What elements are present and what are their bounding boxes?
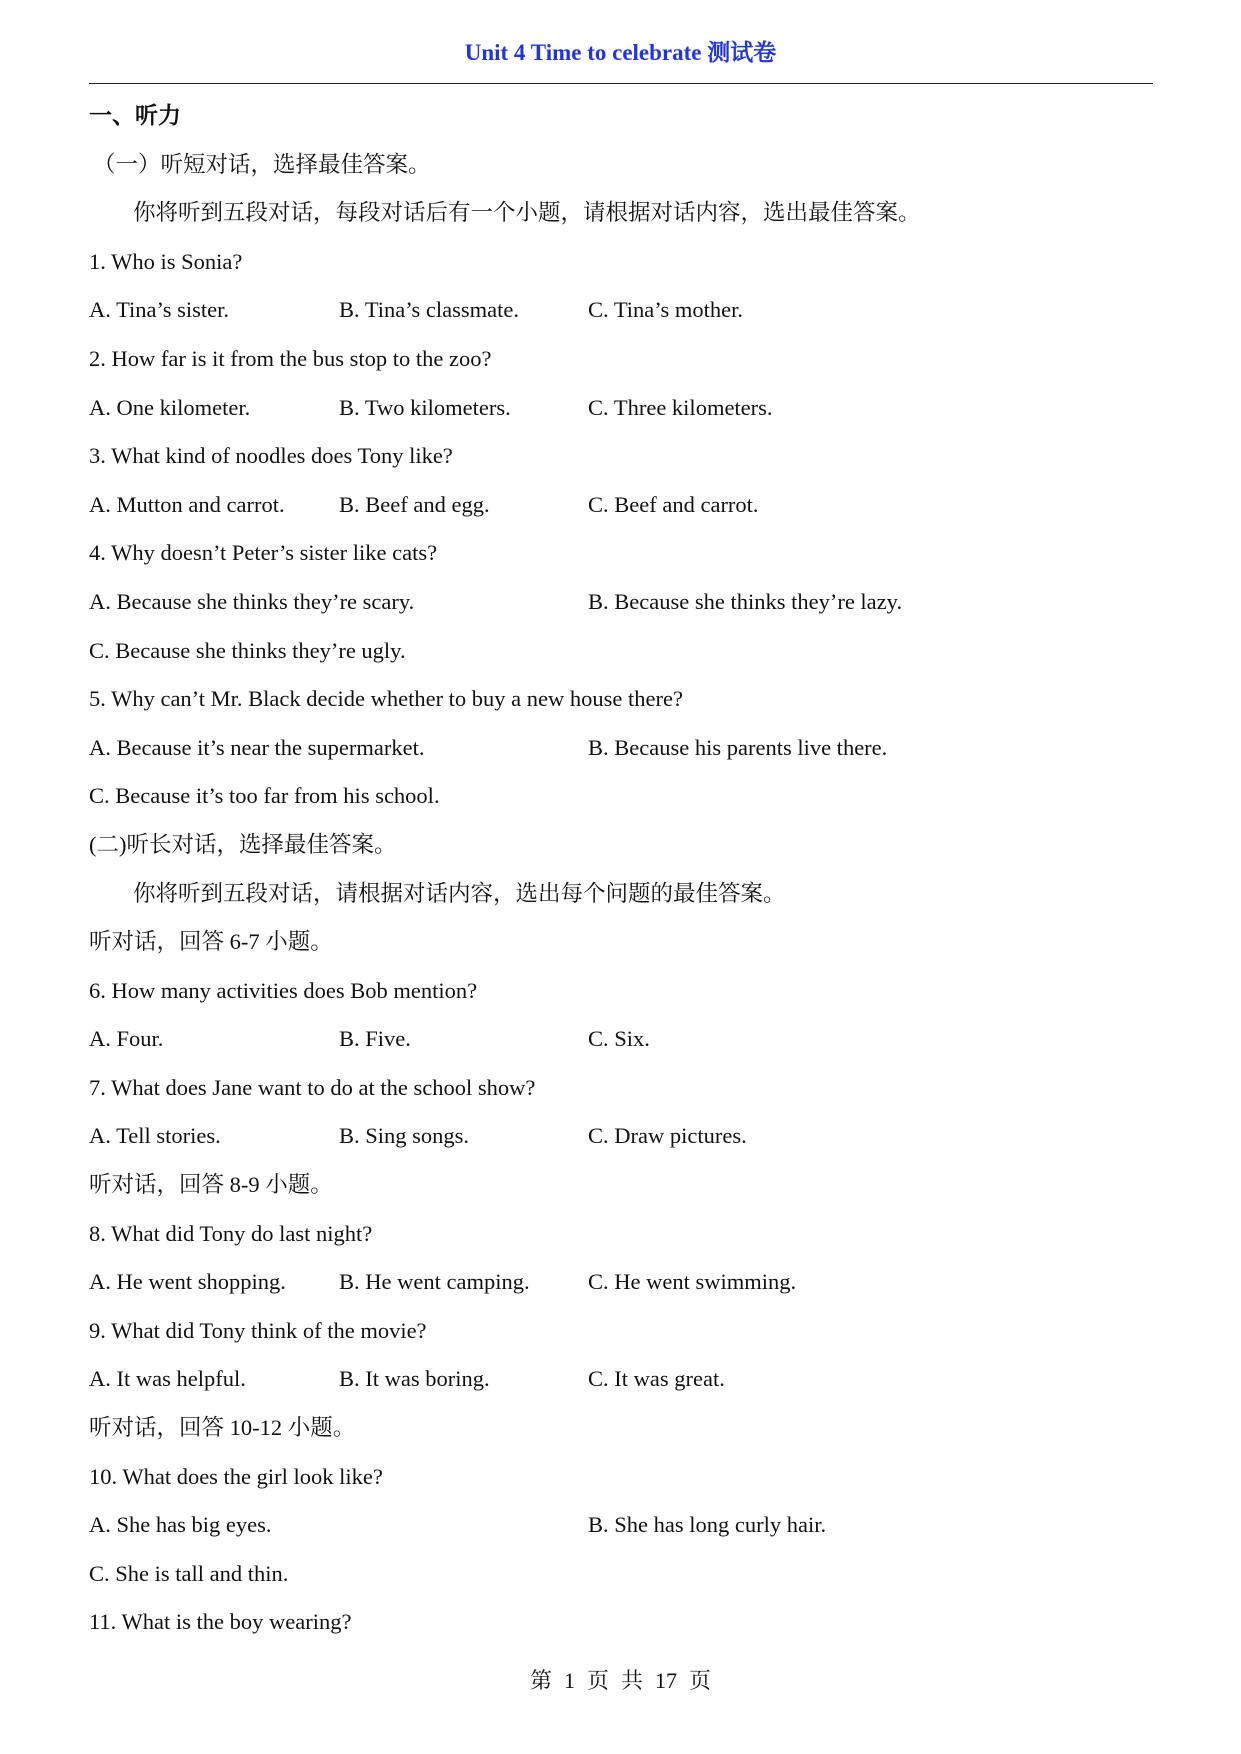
options-row bbox=[89, 724, 1153, 773]
option-c: C. He went swimming. bbox=[588, 1269, 797, 1295]
page-header-title: Unit 4 Time to celebrate 测试卷 bbox=[464, 40, 777, 65]
options-row bbox=[89, 1112, 1153, 1161]
option-c: C. Because she thinks they’re ugly. bbox=[89, 637, 406, 663]
group-instruction: 听对话，回答 6-7 小题。 bbox=[89, 929, 333, 955]
options-row bbox=[89, 1501, 1153, 1550]
options-row bbox=[89, 627, 1153, 676]
options-row bbox=[89, 1355, 1153, 1404]
question-text: 10. What does the girl look like? bbox=[89, 1463, 383, 1489]
question-text: 4. Why doesn’t Peter’s sister like cats? bbox=[89, 540, 438, 566]
options-row bbox=[89, 1258, 1153, 1307]
option-a: A. It was helpful. bbox=[89, 1366, 246, 1392]
option-c: C. Draw pictures. bbox=[588, 1123, 747, 1149]
option-c: C. Because it’s too far from his school. bbox=[89, 783, 440, 809]
part2-title: (二)听长对话，选择最佳答案。 bbox=[89, 831, 397, 857]
option-a: A. Mutton and carrot. bbox=[89, 491, 285, 517]
options-row bbox=[89, 481, 1153, 530]
option-b: B. Five. bbox=[339, 1026, 411, 1052]
options-row bbox=[89, 578, 1153, 627]
option-a: A. Because it’s near the supermarket. bbox=[89, 734, 425, 760]
option-b: B. It was boring. bbox=[339, 1366, 490, 1392]
option-a: A. Four. bbox=[89, 1026, 164, 1052]
option-c: C. She is tall and thin. bbox=[89, 1560, 289, 1586]
option-b: B. Two kilometers. bbox=[339, 394, 511, 420]
option-b: B. She has long curly hair. bbox=[588, 1512, 827, 1538]
footer-suffix: 页 bbox=[689, 1668, 712, 1693]
option-a: A. Because she thinks they’re scary. bbox=[89, 588, 415, 614]
footer-page-number: 1 bbox=[563, 1668, 575, 1693]
part1-instruction: 你将听到五段对话，每段对话后有一个小题，请根据对话内容，选出最佳答案。 bbox=[133, 200, 921, 226]
options-row bbox=[89, 1550, 1153, 1599]
header-divider bbox=[89, 83, 1153, 84]
option-b: B. Tina’s classmate. bbox=[339, 297, 520, 323]
question-text: 9. What did Tony think of the movie? bbox=[89, 1317, 427, 1343]
option-c: C. Tina’s mother. bbox=[588, 297, 744, 323]
footer-total-prefix: 共 bbox=[621, 1668, 644, 1693]
question-text: 11. What is the boy wearing? bbox=[89, 1609, 352, 1635]
options-row bbox=[89, 1015, 1153, 1064]
option-b: B. Sing songs. bbox=[339, 1123, 470, 1149]
part2-instruction: 你将听到五段对话，请根据对话内容，选出每个问题的最佳答案。 bbox=[133, 880, 786, 906]
options-row bbox=[89, 286, 1153, 335]
question-text: 1. Who is Sonia? bbox=[89, 248, 243, 274]
option-a: A. Tell stories. bbox=[89, 1123, 221, 1149]
footer-prefix: 第 bbox=[529, 1668, 552, 1693]
question-text: 6. How many activities does Bob mention? bbox=[89, 977, 478, 1003]
option-b: B. Because his parents live there. bbox=[588, 734, 888, 760]
option-a: A. One kilometer. bbox=[89, 394, 251, 420]
option-a: A. He went shopping. bbox=[89, 1269, 286, 1295]
option-a: A. She has big eyes. bbox=[89, 1512, 272, 1538]
options-row bbox=[89, 384, 1153, 433]
option-b: B. Beef and egg. bbox=[339, 491, 490, 517]
group-instruction: 听对话，回答 8-9 小题。 bbox=[89, 1172, 333, 1198]
question-text: 2. How far is it from the bus stop to the zoo? bbox=[89, 345, 492, 371]
option-a: A. Tina’s sister. bbox=[89, 297, 230, 323]
group-instruction: 听对话，回答 10-12 小题。 bbox=[89, 1415, 356, 1441]
option-c: C. Three kilometers. bbox=[588, 394, 773, 420]
option-b: B. Because she thinks they’re lazy. bbox=[588, 588, 903, 614]
part1-title: （一）听短对话，选择最佳答案。 bbox=[93, 151, 431, 177]
option-c: C. It was great. bbox=[588, 1366, 725, 1392]
question-text: 5. Why can’t Mr. Black decide whether to buy a new house there? bbox=[89, 686, 683, 712]
page-footer bbox=[0, 1664, 1241, 1695]
option-c: C. Six. bbox=[588, 1026, 650, 1052]
section-title: 一、听力 bbox=[89, 103, 181, 129]
options-row bbox=[89, 772, 1153, 821]
option-b: B. He went camping. bbox=[339, 1269, 530, 1295]
question-text: 8. What did Tony do last night? bbox=[89, 1220, 373, 1246]
footer-page-word: 页 bbox=[586, 1668, 609, 1693]
document-body bbox=[89, 92, 1153, 1647]
question-text: 3. What kind of noodles does Tony like? bbox=[89, 443, 453, 469]
option-c: C. Beef and carrot. bbox=[588, 491, 759, 517]
footer-total-pages: 17 bbox=[655, 1668, 678, 1693]
question-text: 7. What does Jane want to do at the school show? bbox=[89, 1074, 536, 1100]
